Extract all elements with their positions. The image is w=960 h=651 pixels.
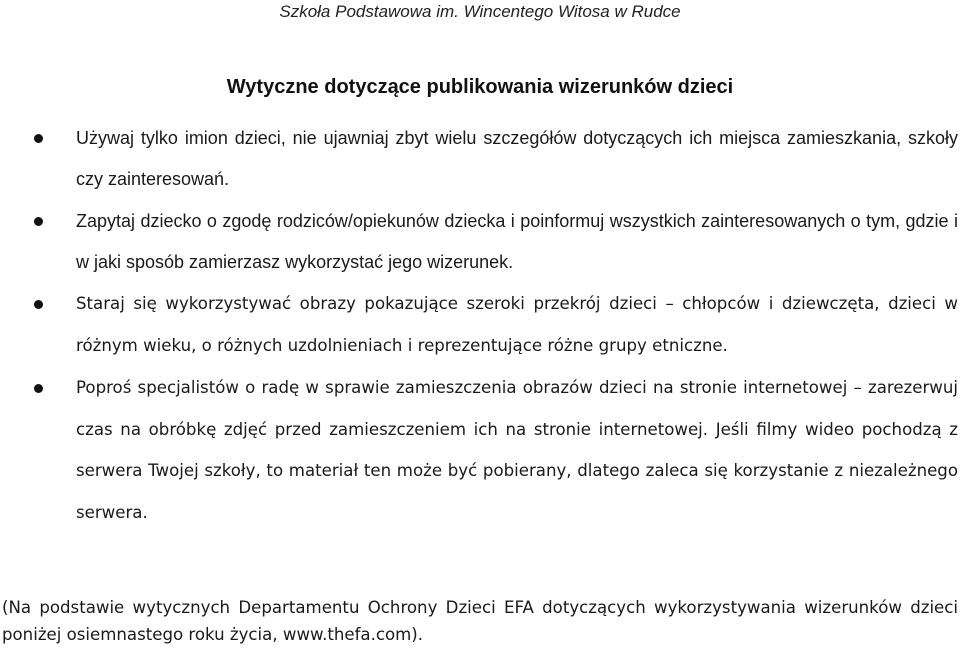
bullet-icon (34, 217, 43, 226)
bullet-icon (34, 384, 43, 393)
bullet-icon (34, 134, 43, 143)
list-item-text: Poproś specjalistów o radę w sprawie zamieszczenia obrazów dzieci na stronie internetowej – zarezerwuj czas na obróbkę zdjęć przed zamieszczeniem ich na stronie internetowej. Jeśli filmy wideo pochodzą z serwera Twojej szkoły, to materiał ten może być pobierany, dlatego zaleca się korzystanie z niezależnego serwera. (76, 378, 958, 522)
list-item (0, 283, 960, 367)
list-item-text: Używaj tylko imion dzieci, nie ujawniaj zbyt wielu szczegółów dotyczących ich miejsca zamieszkania, szkoły czy zainteresowań. (76, 128, 958, 189)
list-item-text: Staraj się wykorzystywać obrazy pokazujące szeroki przekrój dzieci – chłopców i dziewczęta, dzieci w różnym wieku, o różnych uzdolnieniach i reprezentujące różne grupy etniczne. (76, 294, 958, 355)
page-header: Szkoła Podstawowa im. Wincentego Witosa w Rudce (279, 2, 681, 21)
list-item (0, 367, 960, 533)
list-item-text: Zapytaj dziecko o zgodę rodziców/opiekunów dziecka i poinformuj wszystkich zainteresowanych o tym, gdzie i w jaki sposób zamierzasz wykorzystać jego wizerunek. (76, 211, 958, 272)
list-item (0, 201, 960, 283)
list-item (0, 118, 960, 200)
document-title: Wytyczne dotyczące publikowania wizerunków dzieci (226, 76, 734, 98)
guidelines-list (0, 118, 960, 533)
source-note: (Na podstawie wytycznych Departamentu Ochrony Dzieci EFA dotyczących wykorzystywania wizerunków dzieci poniżej osiemnastego roku życia, www.thefa.com). (2, 598, 958, 644)
bullet-icon (34, 300, 43, 309)
